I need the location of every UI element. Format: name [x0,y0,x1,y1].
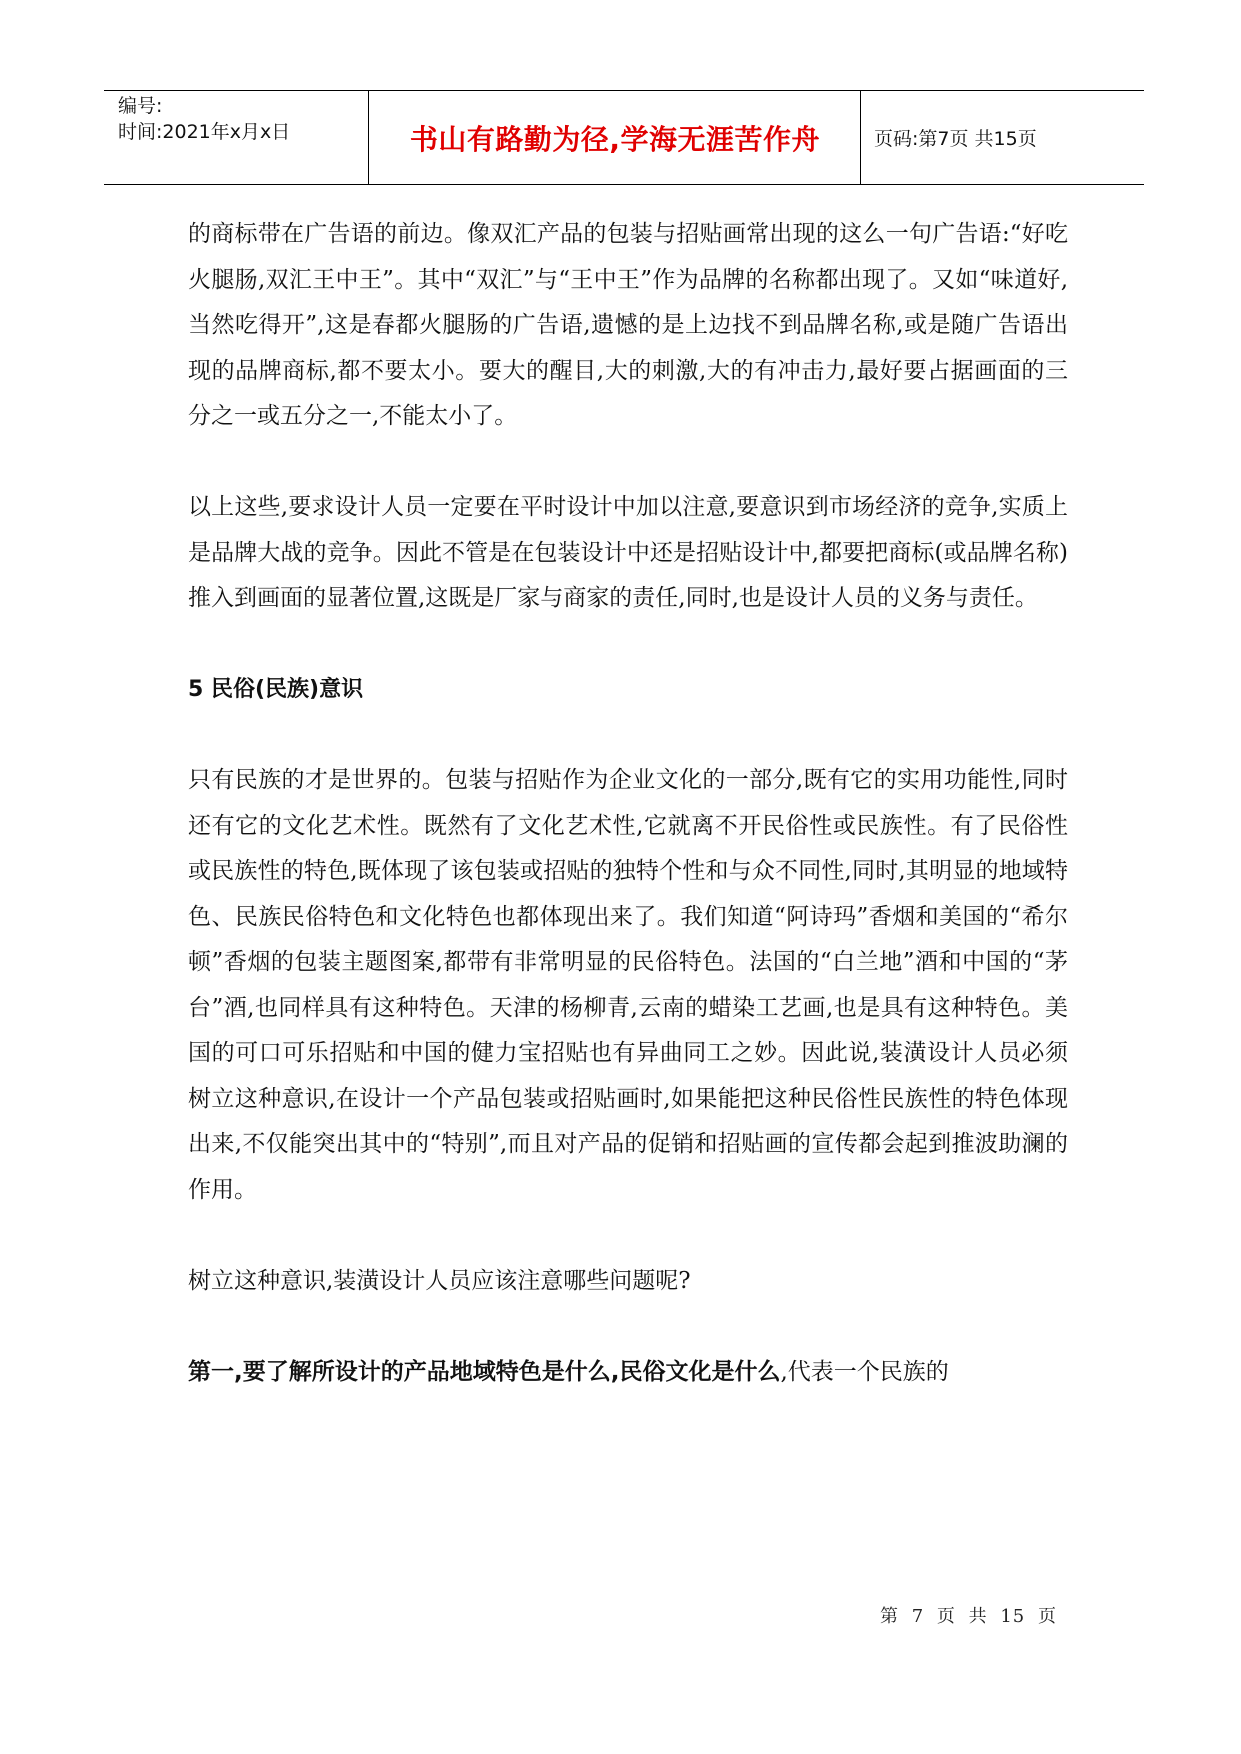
header-page-info: 页码:第7页 共15页 [874,128,1037,150]
paragraph: 以上这些,要求设计人员一定要在平时设计中加以注意,要意识到市场经济的竞争,实质上是品牌大战的竞争。因此不管是在包装设计中还是招贴设计中,都要把商标(或品牌名称)推入到画面的显著位置,这既是厂家与商家的责任,同时,也是设计人员的义务与责任。 [188,494,1068,611]
page-header [104,90,1144,185]
paragraph: 的商标带在广告语的前边。像双汇产品的包装与招贴画常出现的这么一句广告语:“好吃火腿肠,双汇王中王”。其中“双汇”与“王中王”作为品牌的名称都出现了。又如“味道好,当然吃得开”,这是春都火腿肠的广告语,遗憾的是上边找不到品牌名称,或是随广告语出现的品牌商标,都不要太小。要大的醒目,大的刺激,大的有冲击力,最好要占据画面的三分之一或五分之一,不能太小了。 [188,221,1068,429]
header-motto: 书山有路勤为径,学海无涯苦作舟 [409,122,821,156]
header-meta [104,91,368,184]
section-heading: 5 民俗(民族)意识 [188,677,364,702]
header-divider [368,91,369,184]
serial-number-label: 编号: [118,95,163,117]
date-label: 时间:2021年x月x日 [118,121,291,143]
paragraph: 树立这种意识,装潢设计人员应该注意哪些问题呢? [188,1267,691,1294]
paragraph-continuation: ,代表一个民族的 [780,1358,949,1385]
paragraph [188,1350,1068,1396]
header-divider [860,91,861,184]
paragraph: 只有民族的才是世界的。包装与招贴作为企业文化的一部分,既有它的实用功能性,同时还有它的文化艺术性。既然有了文化艺术性,它就离不开民俗性或民族性。有了民俗性或民族性的特色,既体现了该包装或招贴的独特个性和与众不同性,同时,其明显的地域特色、民族民俗特色和文化特色也都体现出来了。我们知道“阿诗玛”香烟和美国的“希尔顿”香烟的包装主题图案,都带有非常明显的民俗特色。法国的“白兰地”酒和中国的“茅台”酒,也同样具有这种特色。天津的杨柳青,云南的蜡染工艺画,也是具有这种特色。美国的可口可乐招贴和中国的健力宝招贴也有异曲同工之妙。因此说,装潢设计人员必须树立这种意识,在设计一个产品包装或招贴画时,如果能把这种民俗性民族性的特色体现出来,不仅能突出其中的“特别”,而且对产品的促销和招贴画的宣传都会起到推波助澜的作用。 [188,767,1068,1203]
page-footer: 第 7 页 共 15 页 [880,1606,1057,1627]
document-body [188,212,1068,1395]
bold-lead-text: 第一,要了解所设计的产品地域特色是什么,民俗文化是什么 [188,1358,781,1385]
